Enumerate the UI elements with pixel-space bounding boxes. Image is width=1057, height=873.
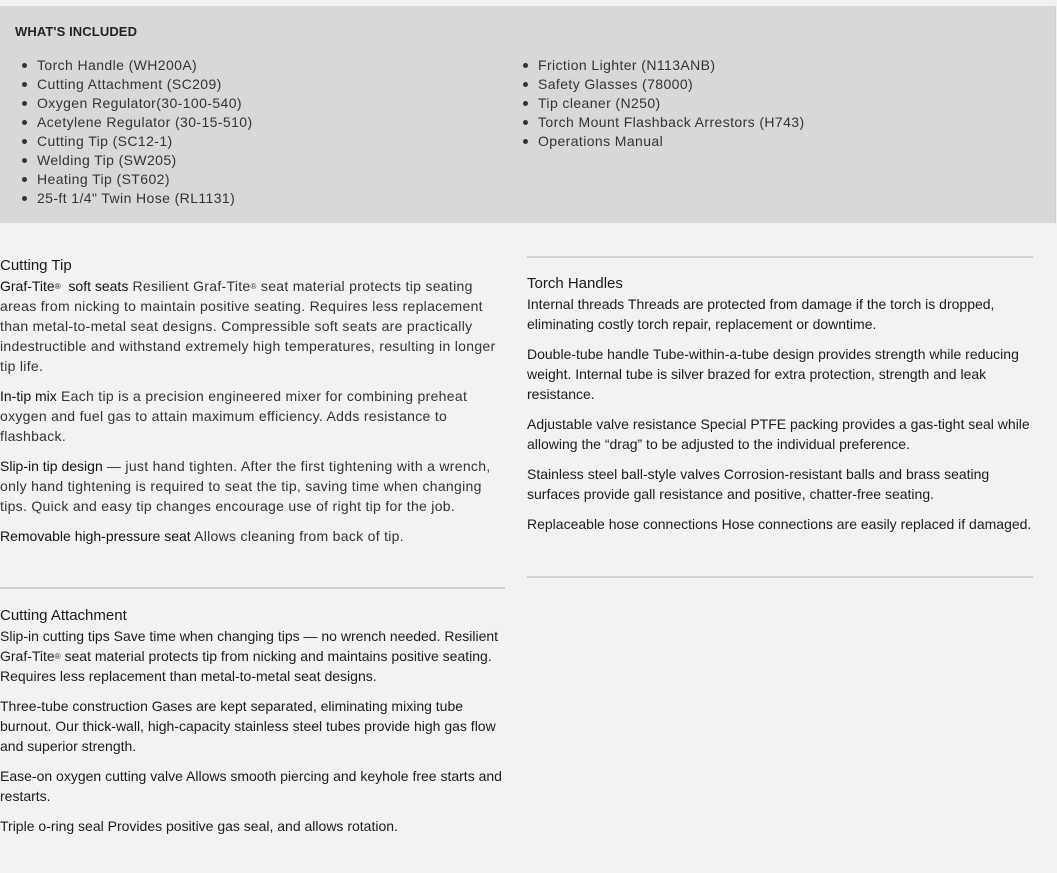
feature-label: In-tip mix [0,388,57,404]
torch-handles-paragraph: Replaceable hose connections Hose connections are easily replaced if damaged. [527,516,1032,532]
cutting-attachment-paragraph [0,626,510,686]
list-item: Cutting Attachment (SC209) [15,75,253,94]
list-item: Friction Lighter (N113ANB) [516,56,805,75]
list-item: Cutting Tip (SC12-1) [15,132,253,151]
list-item: 25-ft 1/4" Twin Hose (RL1131) [15,189,253,208]
paragraph-text: seat material protects tip from nicking and maintains positive seating. Requires less replacement than metal-to-metal seat designs. [0,648,492,684]
cutting-attachment-paragraph: Triple o-ring seal Provides positive gas seal, and allows rotation. [0,818,398,834]
cutting-attachment-section [0,606,510,846]
registered-mark: ® [54,282,61,291]
cutting-tip-title: Cutting Tip [0,257,72,274]
cutting-tip-paragraph [0,526,510,546]
feature-description: seat material protects tip seating areas from nicking to maintain positive seating. Requires less replacement than metal-to-metal seat designs. Compressible soft seats are practically indestructible and withstand extremely high temperatures, resulting in longer tip life. [0,278,496,374]
feature-label: Removable high-pressure seat [0,528,191,544]
list-item: Torch Handle (WH200A) [15,56,253,75]
torch-handles-paragraph: Adjustable valve resistance Special PTFE packing provides a gas-tight seal while allowing the “drag” to be adjusted to the individual preference. [527,416,1030,452]
torch-handles-paragraph: Internal threads Threads are protected from damage if the torch is dropped, eliminating costly torch repair, replacement or downtime. [527,296,995,332]
feature-description: Each tip is a precision engineered mixer for combining preheat oxygen and fuel gas to attain maximum efficiency. Adds resistance to flashback. [0,388,468,444]
paragraph-text: Slip-in cutting tips Save time when changing tips — no wrench needed. Resilient Graf-Tite [0,628,499,664]
whats-included-heading: WHAT'S INCLUDED [15,24,138,39]
section-divider [527,256,1033,258]
list-item: Welding Tip (SW205) [15,151,253,170]
list-item: Safety Glasses (78000) [516,75,805,94]
cutting-tip-section [0,256,510,556]
cutting-attachment-title: Cutting Attachment [0,607,127,624]
list-item: Oxygen Regulator(30-100-540) [15,94,253,113]
list-item: Acetylene Regulator (30-15-510) [15,113,253,132]
included-list-left [15,56,253,208]
feature-description: Allows cleaning from back of tip. [190,528,404,544]
section-divider [527,576,1033,578]
feature-label: Slip-in tip design [0,458,103,474]
cutting-tip-paragraph [0,456,510,516]
included-list-right [516,56,805,151]
torch-handles-paragraph: Double-tube handle Tube-within-a-tube design provides strength while reducing weight. Internal tube is silver brazed for extra protection, strength and leak resistance. [527,346,1019,402]
list-item: Heating Tip (ST602) [15,170,253,189]
list-item: Operations Manual [516,132,805,151]
torch-handles-paragraph: Stainless steel ball-style valves Corrosion-resistant balls and brass seating surfaces provide gall resistance and positive, chatter-free seating. [527,466,990,502]
list-item: Tip cleaner (N250) [516,94,805,113]
registered-mark: ® [54,652,61,661]
feature-text: Graf-Tite [0,278,55,294]
torch-handles-title: Torch Handles [527,275,623,292]
cutting-tip-paragraph [0,276,510,376]
torch-handles-section [527,274,1037,544]
section-divider [0,587,505,589]
feature-label [0,278,128,294]
feature-description: Resilient Graf-Tite [128,278,251,294]
feature-text: soft seats [60,278,129,294]
cutting-attachment-paragraph: Three-tube construction Gases are kept separated, eliminating mixing tube burnout. Our thick-wall, high-capacity stainless steel tubes provide high gas flow and superior strength. [0,698,496,754]
whats-included-panel [0,6,1056,223]
cutting-tip-paragraph [0,386,510,446]
registered-mark: ® [250,282,257,291]
feature-description: — just hand tighten. After the first tightening with a wrench, only hand tightening is required to seat the tip, saving time when changing tips. Quick and easy tip changes encourage use of right tip for the job. [0,458,491,514]
cutting-attachment-paragraph: Ease-on oxygen cutting valve Allows smooth piercing and keyhole free starts and restarts. [0,768,502,804]
list-item: Torch Mount Flashback Arrestors (H743) [516,113,805,132]
